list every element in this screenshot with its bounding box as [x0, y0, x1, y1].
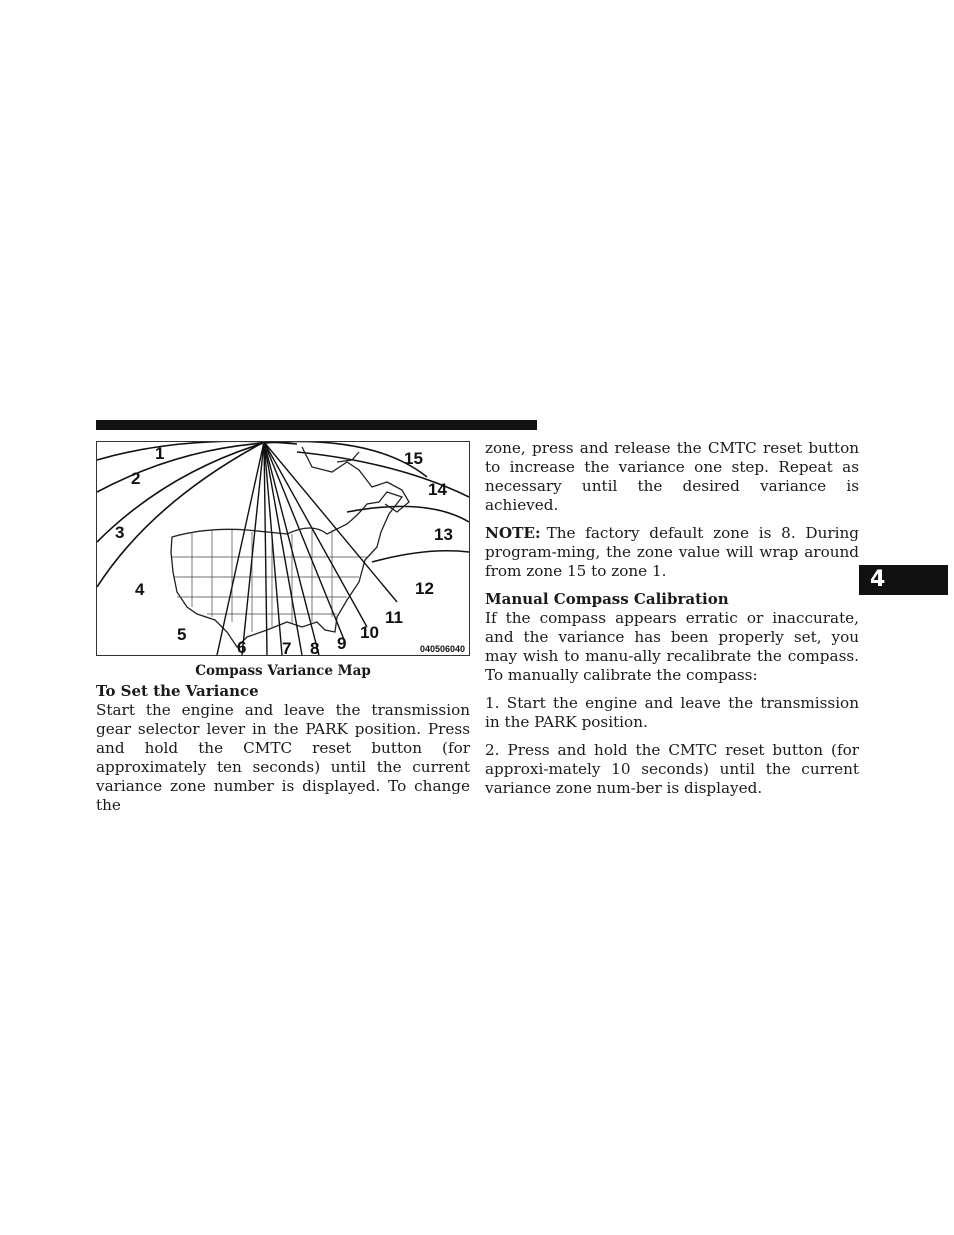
- zone-label: 11: [385, 608, 403, 627]
- chapter-tab: 4: [859, 565, 948, 595]
- isogonic-line: [217, 442, 264, 655]
- zone-label: 10: [360, 623, 379, 642]
- note-label: NOTE:: [485, 524, 541, 542]
- section-heading: Manual Compass Calibration: [485, 590, 729, 608]
- figure-code: 040506040: [420, 644, 466, 654]
- body-paragraph: Start the engine and leave the transmission gear selector lever in the PARK position. Press and hold the CMTC reset button (for approximately ten seconds) until the current variance zone number is displayed. To change the: [96, 701, 470, 814]
- zone-label: 12: [415, 579, 434, 598]
- zone-arc: [97, 442, 264, 587]
- step-1: 1. Start the engine and leave the transmission in the PARK position.: [485, 694, 859, 731]
- zone-label: 3: [115, 523, 125, 542]
- figure-caption: Compass Variance Map: [195, 663, 371, 679]
- note-paragraph: [485, 524, 859, 581]
- isogonic-line: [242, 442, 264, 655]
- note-text: The factory default zone is 8. During program-ming, the zone value will wrap around from zone 15 to zone 1.: [485, 524, 859, 580]
- zone-arc: [347, 506, 469, 522]
- section-heading: To Set the Variance: [96, 682, 259, 700]
- zone-arc: [372, 551, 469, 562]
- zone-label: 5: [177, 625, 187, 644]
- zone-label: 14: [428, 480, 447, 499]
- compass-variance-map: [96, 441, 470, 656]
- body-paragraph: zone, press and release the CMTC reset button to increase the variance one step. Repeat as necessary until the desired variance is achieved.: [485, 439, 859, 514]
- isogonic-line: [264, 442, 367, 627]
- zone-label: 8: [310, 639, 320, 655]
- zone-label: 9: [337, 634, 347, 653]
- zone-label: 13: [434, 525, 453, 544]
- zone-label: 6: [237, 638, 247, 655]
- header-rule: [96, 420, 537, 430]
- right-column: [485, 439, 859, 807]
- zone-label: 7: [282, 639, 292, 655]
- zone-label: 15: [404, 449, 423, 468]
- zone-label: 4: [135, 580, 145, 599]
- body-paragraph: If the compass appears erratic or inaccurate, and the variance has been properly set, you may wish to manu-ally recalibrate the compass. To manually calibrate the compass:: [485, 609, 859, 684]
- step-2: 2. Press and hold the CMTC reset button (for approxi-mately 10 seconds) until the current variance zone num-ber is displayed.: [485, 741, 859, 797]
- zone-label: 1: [155, 444, 165, 463]
- zone-label: 2: [131, 469, 141, 488]
- left-column: [96, 441, 470, 815]
